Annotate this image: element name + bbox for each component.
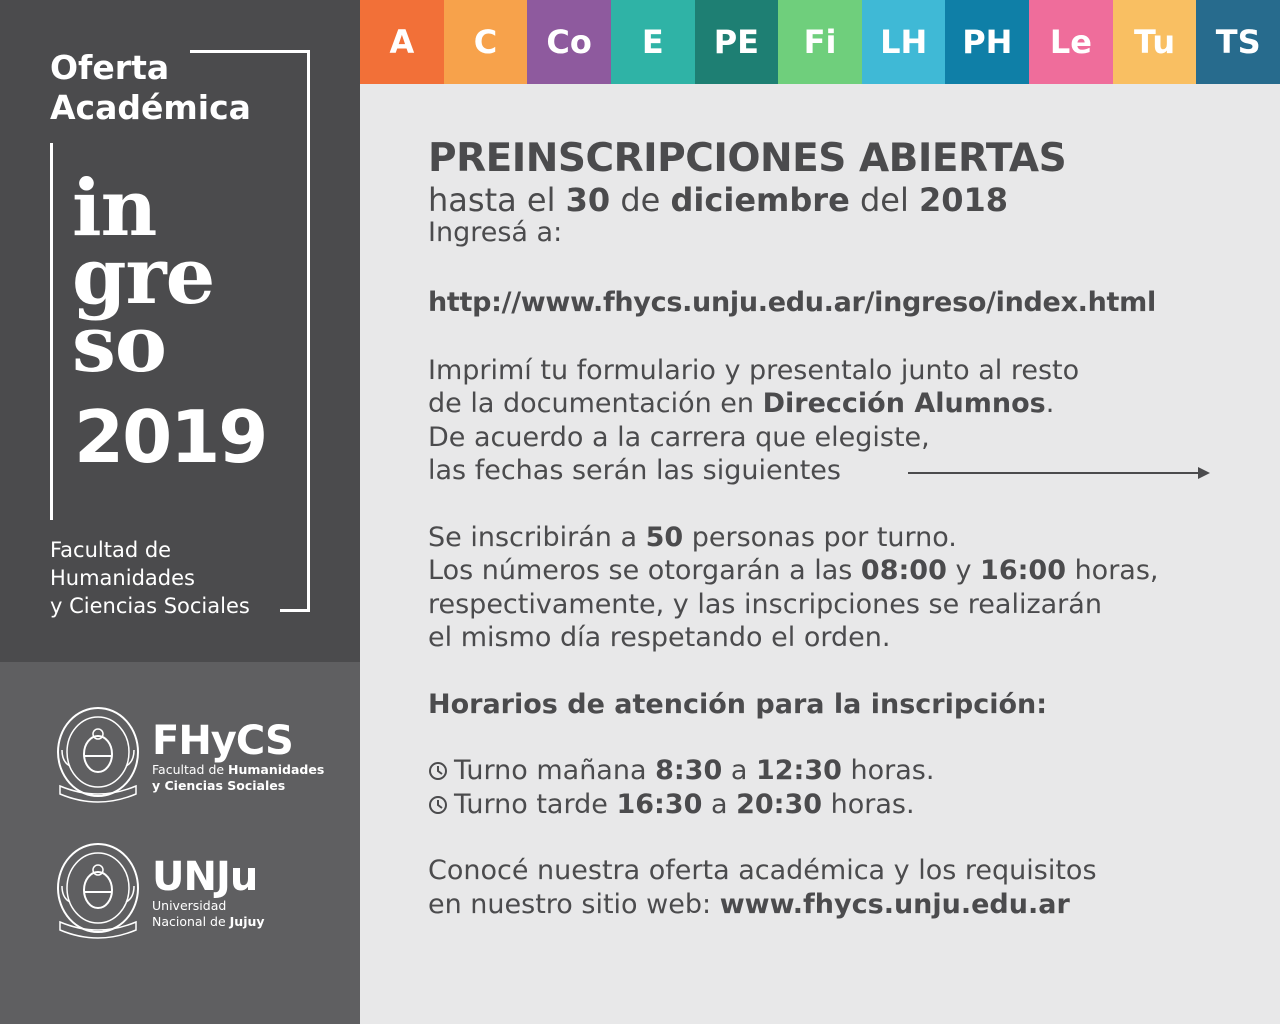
unju-subtitle-1: Universidad xyxy=(152,898,227,913)
frame-bottom-line xyxy=(280,609,310,612)
text-span: en nuestro sitio web: xyxy=(428,888,720,920)
unju-sub-part: Nacional de xyxy=(152,914,230,929)
text-span: Se inscribirán a xyxy=(428,521,646,553)
text-span: Turno tarde xyxy=(454,788,617,820)
fhycs-logo xyxy=(52,702,324,812)
deadline-day: 30 xyxy=(565,181,611,219)
ingreso-word xyxy=(72,163,215,390)
ingresa-label: Ingresá a: xyxy=(428,217,563,248)
career-tab-le[interactable]: Le xyxy=(1029,0,1113,84)
office-name: Dirección Alumnos xyxy=(762,388,1046,419)
text-span: a xyxy=(722,755,756,786)
clock-icon xyxy=(428,795,448,815)
time-value: 8:30 xyxy=(655,755,723,786)
text-span: horas. xyxy=(822,788,915,820)
university-seal-icon xyxy=(52,702,144,812)
paragraph-line xyxy=(428,387,1228,421)
faculty-name xyxy=(50,536,250,620)
career-tab-fi[interactable]: Fi xyxy=(778,0,862,84)
schedule-morning xyxy=(428,754,1228,788)
paragraph-line xyxy=(428,888,1228,922)
unju-name: UNJu xyxy=(152,854,258,900)
offer-line-1: Oferta xyxy=(50,48,170,87)
time-value: 20:30 xyxy=(736,788,823,820)
career-tab-ph[interactable]: PH xyxy=(945,0,1029,84)
text-span: las fechas serán las siguientes xyxy=(428,455,841,486)
paragraph-2 xyxy=(428,521,1228,655)
frame-right-line xyxy=(307,50,310,612)
text-span: Los números se otorgarán a las xyxy=(428,555,861,586)
offer-title xyxy=(50,48,251,128)
ingreso-part-2: gre xyxy=(72,231,215,322)
career-tab-pe[interactable]: PE xyxy=(695,0,779,84)
offer-line-2: Académica xyxy=(50,88,251,127)
year-label: 2019 xyxy=(74,395,267,479)
ingreso-part-3: so xyxy=(72,299,166,390)
career-tabs xyxy=(360,0,1280,84)
career-tab-a[interactable]: A xyxy=(360,0,444,84)
deadline-month: diciembre xyxy=(670,181,850,219)
unju-logo xyxy=(52,838,265,948)
logos-panel xyxy=(0,662,360,1024)
time-value: 08:00 xyxy=(860,555,947,586)
people-count: 50 xyxy=(645,521,684,553)
faculty-line-2: Humanidades xyxy=(50,566,195,590)
unju-subtitle-2 xyxy=(152,914,265,930)
clock-icon xyxy=(428,761,448,781)
headline: PREINSCRIPCIONES ABIERTAS xyxy=(428,136,1067,181)
deadline-text: de xyxy=(610,181,671,219)
left-panel xyxy=(0,0,360,662)
fhycs-sub-part: Facultad de xyxy=(152,762,229,777)
text-span: personas por turno. xyxy=(683,521,957,553)
schedule-afternoon xyxy=(428,788,1228,822)
deadline xyxy=(428,182,1228,218)
deadline-text: del xyxy=(849,181,919,219)
schedule-list xyxy=(428,754,1228,821)
time-value: 16:30 xyxy=(616,788,703,820)
announcement xyxy=(428,136,1228,921)
deadline-text: hasta el xyxy=(428,181,566,219)
career-tab-lh[interactable]: LH xyxy=(862,0,946,84)
fhycs-sub-bold: Humanidades xyxy=(228,762,325,777)
ingreso-part-1: in xyxy=(72,163,157,254)
text-span: Turno mañana xyxy=(454,755,656,786)
frame-left-line xyxy=(50,143,53,520)
text-span: . xyxy=(1045,388,1055,419)
paragraph-line: Imprimí tu formulario y presentalo junto al resto xyxy=(428,354,1080,386)
paragraph-line: respectivamente, y las inscripciones se realizarán xyxy=(428,588,1102,620)
paragraph-line: el mismo día respetando el orden. xyxy=(428,622,891,653)
schedule-title: Horarios de atención para la inscripción: xyxy=(428,688,1048,720)
time-value: 12:30 xyxy=(755,755,842,786)
paragraph-line xyxy=(428,554,1228,588)
text-span: horas, xyxy=(1065,555,1159,586)
paragraph-line: Conocé nuestra oferta académica y los requisitos xyxy=(428,855,1097,886)
registration-link[interactable]: http://www.fhycs.unju.edu.ar/ingreso/index.html xyxy=(428,286,1156,318)
text-span: y xyxy=(946,555,981,586)
fhycs-subtitle-2: y Ciencias Sociales xyxy=(152,778,286,793)
career-tab-co[interactable]: Co xyxy=(527,0,611,84)
faculty-line-3: y Ciencias Sociales xyxy=(50,594,250,618)
text-span: horas. xyxy=(841,755,935,786)
career-tab-ts[interactable]: TS xyxy=(1196,0,1280,84)
career-tab-e[interactable]: E xyxy=(611,0,695,84)
deadline-year: 2018 xyxy=(919,181,1009,219)
fhycs-subtitle-1 xyxy=(152,762,324,778)
paragraph-1 xyxy=(428,354,1228,488)
website-link[interactable]: www.fhycs.unju.edu.ar xyxy=(719,888,1070,920)
text-span: a xyxy=(702,788,737,820)
paragraph-3 xyxy=(428,854,1228,921)
faculty-line-1: Facultad de xyxy=(50,538,172,562)
paragraph-line xyxy=(428,521,1228,555)
paragraph-line xyxy=(428,454,1228,488)
university-seal-icon xyxy=(52,838,144,948)
text-span: de la documentación en xyxy=(428,388,763,419)
paragraph-line: De acuerdo a la carrera que elegiste, xyxy=(428,421,930,453)
career-tab-tu[interactable]: Tu xyxy=(1113,0,1197,84)
time-value: 16:00 xyxy=(980,555,1066,586)
fhycs-name: FHyCS xyxy=(152,718,293,764)
arrow-right-icon xyxy=(908,466,1210,480)
career-tab-c[interactable]: C xyxy=(444,0,528,84)
unju-sub-bold: Jujuy xyxy=(229,914,265,929)
